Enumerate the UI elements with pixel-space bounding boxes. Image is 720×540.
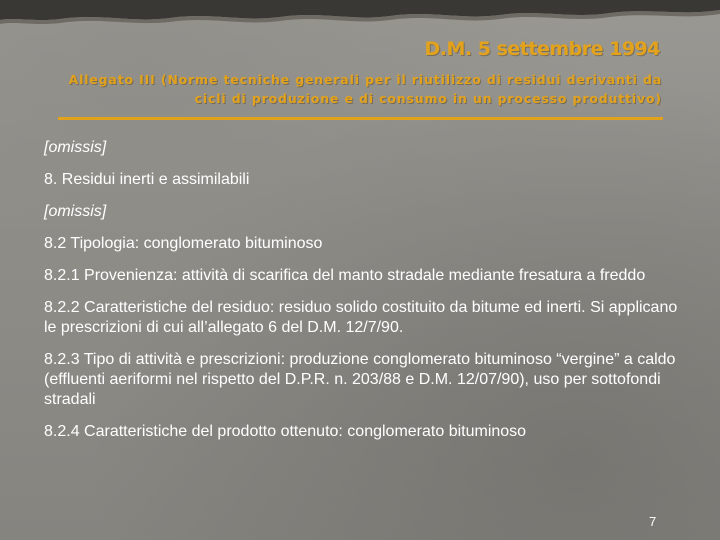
slide-title: D.M. 5 settembre 1994 bbox=[424, 38, 660, 60]
section-item: 8.2.2 Caratteristiche del residuo: residuo solido costituito da bitume ed inerti. Si applicano le prescrizioni di cui all’allegato 6 del D.M. 12/7/90. bbox=[44, 299, 678, 336]
section-heading: 8. Residui inerti e assimilabili bbox=[44, 171, 250, 188]
section-item: 8.2.1 Provenienza: attività di scarifica del manto stradale mediante fresatura a freddo bbox=[44, 267, 646, 284]
omissis-note: [omissis] bbox=[44, 203, 107, 220]
section-item: 8.2.4 Caratteristiche del prodotto ottenuto: conglomerato bituminoso bbox=[44, 423, 527, 440]
section-item: 8.2.3 Tipo di attività e prescrizioni: produzione conglomerato bituminoso “vergine” a caldo (effluenti aeriformi nel rispetto del D.P.R. n. 203/88 e D.M. 12/07/90), uso per sottofondi stradali bbox=[44, 351, 676, 408]
page-number: 7 bbox=[649, 514, 657, 529]
section-item: 8.2 Tipologia: conglomerato bituminoso bbox=[44, 235, 323, 252]
slide-subtitle: Allegato III (Norme tecniche generali per il riutilizzo di residui derivanti da cicli di produzione e di consumo in un processo produttivo) bbox=[68, 72, 662, 106]
decorative-top-band bbox=[0, 0, 720, 26]
title-underline bbox=[58, 117, 663, 120]
omissis-note: [omissis] bbox=[44, 139, 107, 156]
slide-body bbox=[44, 138, 684, 454]
